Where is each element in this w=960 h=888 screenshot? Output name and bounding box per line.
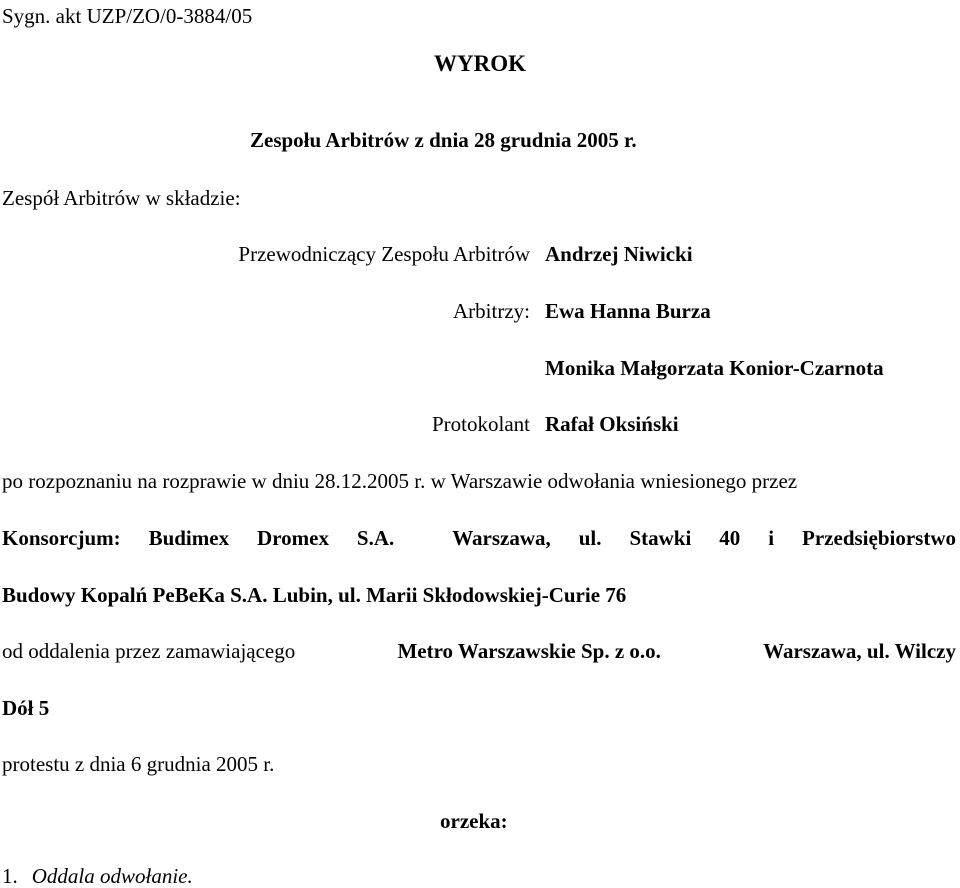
body-line-2-word: 40 <box>719 526 741 550</box>
arbiter-2-name: Monika Małgorzata Konior-Czarnota <box>545 356 884 380</box>
panel-intro: Zespół Arbitrów w składzie: <box>2 186 241 210</box>
verdict-item-number: 1. <box>2 864 18 888</box>
chair-label: Przewodniczący Zespołu Arbitrów <box>238 242 530 266</box>
body-line-2-word: Budimex <box>148 526 230 550</box>
body-line-2-word: Konsorcjum: <box>2 526 121 550</box>
body-line-2-word: Dromex <box>257 526 329 550</box>
case-signature: Sygn. akt UZP/ZO/0-3884/05 <box>2 4 253 28</box>
verdict-item-1 <box>2 864 193 888</box>
verdict-item-text: Oddala odwołanie. <box>31 864 193 888</box>
arbiter-1-name: Ewa Hanna Burza <box>545 299 711 323</box>
body-line-5: Dół 5 <box>2 696 50 720</box>
body-line-2-word: i <box>768 526 775 550</box>
clerk-name: Rafał Oksiński <box>545 412 679 436</box>
body-line-2 <box>2 526 956 550</box>
document-title: WYROK <box>434 51 526 76</box>
body-line-2-word: Warszawa, <box>452 526 551 550</box>
body-line-4-suffix: Warszawa, ul. Wilczy <box>763 639 956 663</box>
body-line-4-prefix: od oddalenia przez zamawiającego <box>2 639 296 663</box>
body-line-6: protestu z dnia 6 grudnia 2005 r. <box>2 752 275 776</box>
body-line-1: po rozpoznaniu na rozprawie w dniu 28.12.2005 r. w Warszawie odwołania wniesionego przez <box>2 469 798 493</box>
document-subtitle: Zespołu Arbitrów z dnia 28 grudnia 2005 r. <box>250 128 637 152</box>
body-line-4 <box>2 639 956 663</box>
body-line-2-word: S.A. <box>356 526 395 550</box>
clerk-label: Protokolant <box>432 412 530 436</box>
body-line-2-word: Przedsiębiorstwo <box>802 526 956 550</box>
arbiters-label: Arbitrzy: <box>453 299 530 323</box>
body-line-2-word: ul. <box>578 526 602 550</box>
chair-name: Andrzej Niwicki <box>545 242 693 266</box>
body-line-2-word: Stawki <box>629 526 692 550</box>
verdict-heading: orzeka: <box>440 809 508 833</box>
body-line-3: Budowy Kopalń PeBeKa S.A. Lubin, ul. Marii Skłodowskiej-Curie 76 <box>2 583 627 607</box>
body-line-4-entity: Metro Warszawskie Sp. z o.o. <box>397 639 661 663</box>
